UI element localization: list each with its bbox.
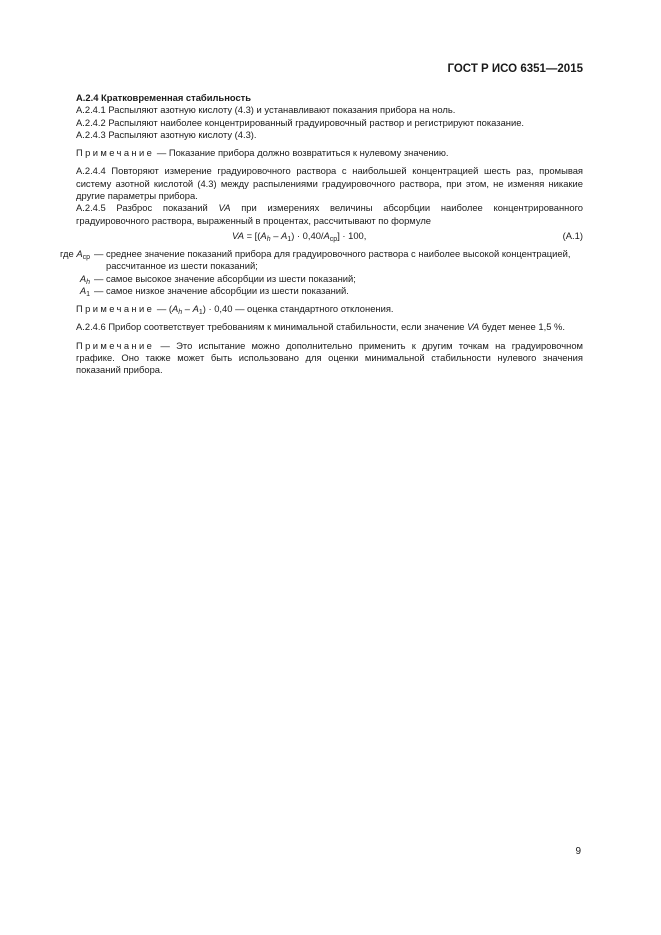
note-2: Примечание — $(A_h - A_1) \cdot 0,40$ — оценка стандартного отклонения. — [76, 303, 394, 317]
formula-a1 — [76, 229, 583, 246]
paragraph-a246: А.2.4.6 Прибор соответствует требованиям к минимальной стабильности, если значение VA будет менее 1,5 %. — [76, 321, 565, 333]
formula-expression: VA = $[(A_h - A_1) \cdot 0,40/A_{ср}] \cdot 100$, — [232, 229, 367, 243]
note-text: — Показание прибора должно возвратиться к нулевому значению. — [154, 147, 449, 159]
note-1 — [76, 147, 583, 159]
where-row: где $A_{ср}$ — среднее значение показаний прибора для градуировочного раствора с наиболее высокой концентрацией, рассчитанное из шести показаний; — [60, 247, 571, 272]
paragraph-a244: А.2.4.4 Повторяют измерение градуировочного раствора с наибольшей концентрацией шесть раз, промывая систему азотной кислотой (4.3) между распылениями градуировочного раствора, при этом, не изменяя никакие другие параметры прибора. — [76, 165, 583, 202]
document-header: ГОСТ Р ИСО 6351—2015 — [447, 63, 583, 75]
where-row: $A_h$ — самое высокое значение абсорбции из шести показаний; — [79, 272, 356, 286]
page-number: 9 — [575, 846, 581, 857]
where-row: $A_1$ — самое низкое значение абсорбции из шести показаний. — [79, 284, 349, 298]
section-heading: А.2.4 Кратковременная стабильность — [76, 92, 252, 103]
formula-number: (А.1) — [562, 229, 583, 241]
note-label: Примечание — [76, 147, 155, 159]
paragraph-a243: А.2.4.3 Распыляют азотную кислоту (4.3). — [76, 128, 257, 140]
where-list — [60, 247, 583, 298]
section-content — [60, 92, 583, 377]
note-3: Примечание — Это испытание можно дополнительно применить к другим точкам на градуировочном графике. Оно также может быть использовано для оценки минимальной стабильности нулевого значения показаний прибора. — [76, 339, 583, 376]
paragraph-a245: А.2.4.5 Разброс показаний VA при измерениях величины абсорбции наиболее концентрированного градуировочного раствора, выраженный в процентах, рассчитывают по формуле — [76, 202, 583, 226]
paragraph-a242: А.2.4.2 Распыляют наиболее концентрированный градуировочный раствор и регистрируют показание. — [76, 116, 525, 128]
paragraph-a241: А.2.4.1 Распыляют азотную кислоту (4.3) и устанавливают показания прибора на ноль. — [76, 104, 456, 116]
